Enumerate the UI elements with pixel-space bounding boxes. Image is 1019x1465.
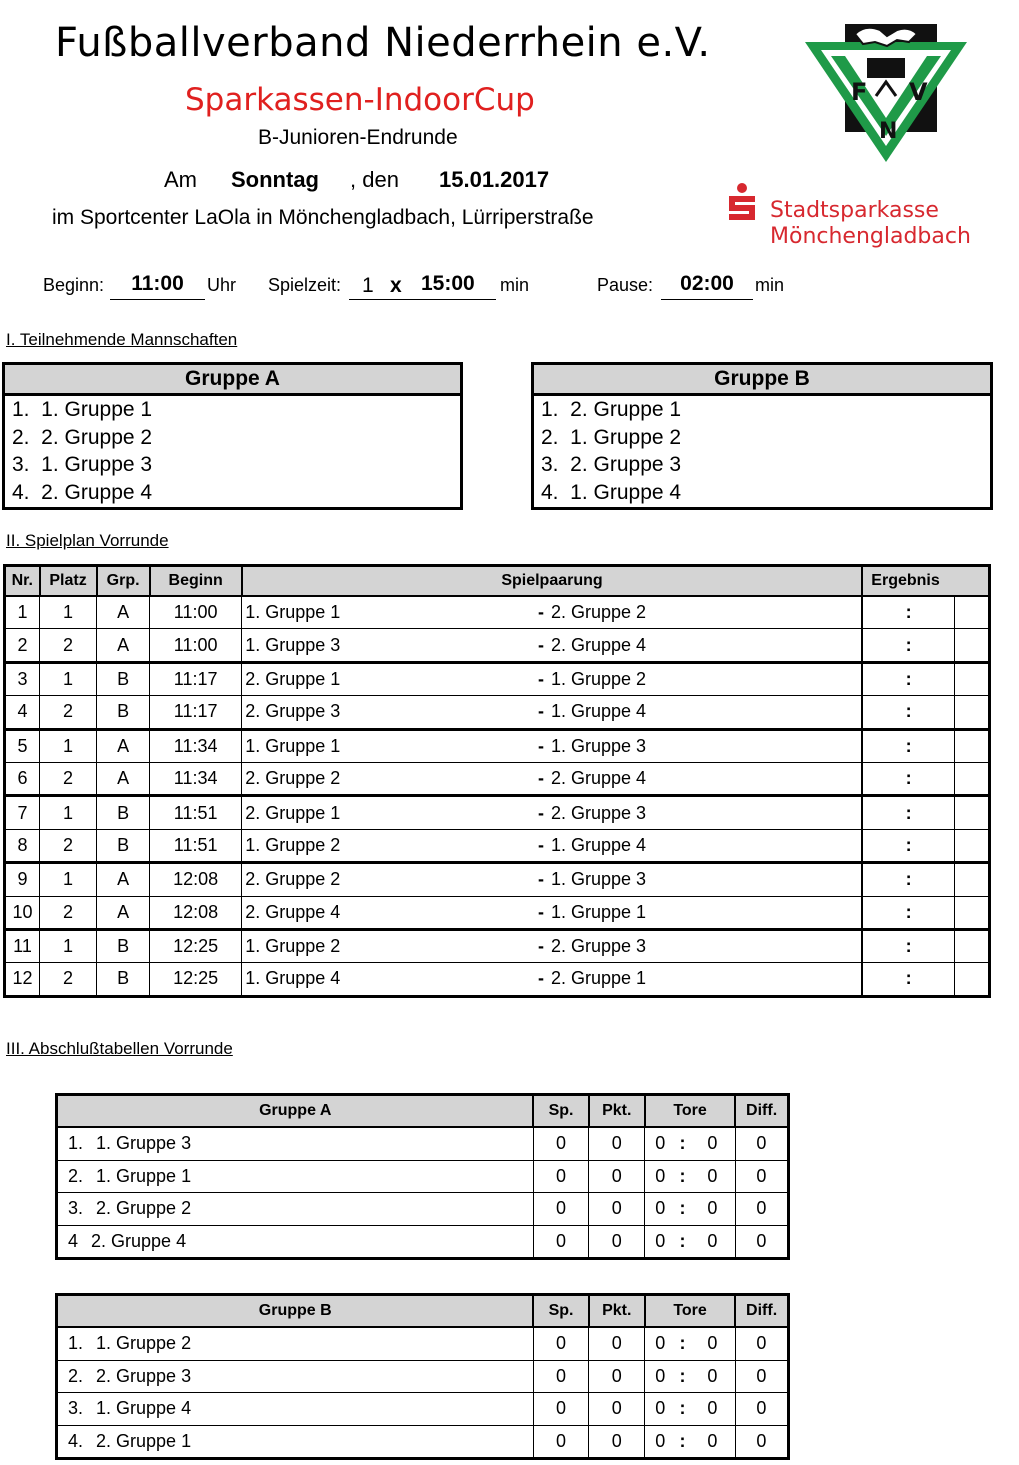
match-platz: 2 [40,696,97,729]
match-dash: - [534,796,548,829]
match-grp: B [97,696,150,729]
standing-team-cell [57,1127,534,1160]
match-away: 1. Gruppe 4 [548,696,862,729]
beginn-value: 11:00 [110,272,205,300]
match-nr: 10 [5,896,40,929]
match-dash: - [534,629,548,662]
match-result: : [862,662,954,695]
match-away: 2. Gruppe 3 [548,929,862,962]
standing-team-cell [57,1425,534,1459]
final-a-row [57,1160,789,1193]
standing-pkt: 0 [589,1393,645,1426]
standing-diff: 0 [735,1160,788,1193]
final-b-row [57,1393,789,1426]
match-nr: 7 [5,796,40,829]
match-home: 2. Gruppe 1 [242,662,534,695]
match-platz: 1 [40,729,97,762]
team-group-b [531,362,993,510]
match-result: : [862,729,954,762]
match-result-extra [954,596,989,629]
match-home: 2. Gruppe 2 [242,762,534,795]
beginn-label: Beginn: [43,275,105,295]
standing-team: 2. Gruppe 1 [96,1430,192,1451]
match-result: : [862,929,954,962]
final-a-col-diff: Diff. [735,1095,788,1128]
standing-rank: 1. [68,1133,84,1154]
match-grp: B [97,829,150,862]
standing-tore-against: 0 [690,1393,735,1426]
match-beginn: 12:08 [150,896,242,929]
match-platz: 2 [40,629,97,662]
match-away: 1. Gruppe 3 [548,729,862,762]
standing-team-cell [57,1193,534,1226]
standing-diff: 0 [735,1193,788,1226]
standing-tore-colon: : [675,1225,690,1259]
standing-sp: 0 [533,1160,588,1193]
team-group-a-item: 2. 2. Gruppe 2 [12,425,153,449]
match-dash: - [534,963,548,996]
final-a-header-row [57,1095,789,1128]
match-dash: - [534,762,548,795]
match-home: 1. Gruppe 1 [242,596,534,629]
standing-diff: 0 [735,1127,788,1160]
schedule-row [5,662,990,695]
match-nr: 8 [5,829,40,862]
match-platz: 1 [40,929,97,962]
standing-pkt: 0 [589,1425,645,1459]
spielzeit-x: x [390,274,402,297]
match-result: : [862,596,954,629]
final-a-col-sp: Sp. [533,1095,588,1128]
standing-pkt: 0 [589,1225,645,1259]
col-ergebnis: Ergebnis [862,566,989,597]
match-grp: A [97,863,150,896]
team-group-a-item: 1. 1. Gruppe 1 [12,398,153,421]
match-beginn: 12:25 [150,963,242,996]
pause-label: Pause: [597,275,654,295]
date-value: 15.01.2017 [439,167,550,192]
match-result-extra [954,863,989,896]
schedule-row [5,696,990,729]
match-home: 2. Gruppe 1 [242,796,534,829]
match-result-extra [954,629,989,662]
team-group-a-item: 3. 1. Gruppe 3 [12,453,153,476]
match-nr: 4 [5,696,40,729]
match-grp: B [97,963,150,996]
team-group-b-title: Gruppe B [534,365,990,396]
standing-team: 1. Gruppe 3 [96,1133,192,1154]
match-dash: - [534,829,548,862]
standing-team-cell [57,1160,534,1193]
match-home: 2. Gruppe 4 [242,896,534,929]
match-dash: - [534,896,548,929]
final-a-row [57,1127,789,1160]
section-finals-title: III. Abschlußtabellen Vorrunde [6,1039,233,1058]
match-nr: 1 [5,596,40,629]
fvn-letter-n: N [879,119,898,144]
match-away: 2. Gruppe 1 [548,963,862,996]
page-title: Fußballverband Niederrhein e.V. [55,20,711,66]
standing-tore-against: 0 [690,1225,735,1259]
match-away: 2. Gruppe 3 [548,796,862,829]
match-platz: 1 [40,863,97,896]
match-dash: - [534,729,548,762]
standing-tore-for: 0 [645,1327,675,1360]
match-platz: 2 [40,963,97,996]
match-dash: - [534,696,548,729]
final-table-b [55,1293,790,1460]
schedule-row [5,629,990,662]
match-beginn: 12:25 [150,929,242,962]
match-beginn: 11:51 [150,829,242,862]
final-a-row [57,1193,789,1226]
match-nr: 5 [5,729,40,762]
match-away: 2. Gruppe 4 [548,762,862,795]
match-beginn: 11:17 [150,662,242,695]
final-b-row [57,1360,789,1393]
match-nr: 2 [5,629,40,662]
standing-pkt: 0 [589,1327,645,1360]
section-schedule-title: II. Spielplan Vorrunde [6,531,169,550]
team-group-b-item: 4. 1. Gruppe 4 [541,480,682,504]
standing-rank: 4. [68,1430,84,1451]
standing-pkt: 0 [589,1360,645,1393]
match-dash: - [534,662,548,695]
match-away: 1. Gruppe 1 [548,896,862,929]
section-teams-title: I. Teilnehmende Mannschaften [6,330,238,349]
schedule-row [5,863,990,896]
den-label: , den [350,167,399,192]
final-b-col-tore: Tore [645,1295,735,1328]
standing-diff: 0 [735,1425,788,1459]
standing-sp: 0 [533,1393,588,1426]
sponsor-name [770,198,971,250]
match-grp: A [97,596,150,629]
standing-diff: 0 [735,1225,788,1259]
match-home: 1. Gruppe 4 [242,963,534,996]
final-b-title: Gruppe B [57,1295,534,1328]
schedule-row [5,896,990,929]
match-beginn: 11:34 [150,762,242,795]
fvn-letter-v: V [909,78,928,106]
final-b-col-diff: Diff. [735,1295,788,1328]
match-away: 1. Gruppe 2 [548,662,862,695]
schedule-header-row [5,566,990,597]
standing-tore-colon: : [675,1193,690,1226]
round-title: B-Junioren-Endrunde [258,126,458,149]
schedule-row [5,829,990,862]
sparkasse-icon [725,182,759,222]
standing-sp: 0 [533,1327,588,1360]
am-label: Am [164,167,197,192]
match-result-extra [954,829,989,862]
match-result: : [862,796,954,829]
match-beginn: 11:00 [150,629,242,662]
match-result-extra [954,729,989,762]
match-away: 2. Gruppe 4 [548,629,862,662]
match-grp: B [97,662,150,695]
sponsor-line-2: Mönchengladbach [770,224,971,249]
final-b-row [57,1425,789,1459]
match-platz: 2 [40,762,97,795]
match-result: : [862,696,954,729]
standing-diff: 0 [735,1360,788,1393]
schedule-row [5,929,990,962]
match-grp: A [97,629,150,662]
match-away: 1. Gruppe 3 [548,863,862,896]
pause-value: 02:00 [661,272,753,300]
schedule-row [5,729,990,762]
schedule-row [5,963,990,996]
spielzeit-min-label: min [500,275,530,295]
day-value: Sonntag [231,167,319,192]
standing-pkt: 0 [589,1160,645,1193]
match-grp: A [97,762,150,795]
schedule-row [5,796,990,829]
match-platz: 2 [40,896,97,929]
standing-team-cell [57,1225,534,1259]
sponsor-line-1: Stadtsparkasse [770,198,939,223]
match-platz: 1 [40,796,97,829]
match-result: : [862,829,954,862]
final-a-title: Gruppe A [57,1095,534,1128]
standing-tore-for: 0 [645,1193,675,1226]
standing-team-cell [57,1393,534,1426]
standing-team: 1. Gruppe 1 [96,1165,192,1186]
standing-sp: 0 [533,1425,588,1459]
standing-diff: 0 [735,1393,788,1426]
schedule-table [3,564,991,998]
match-result: : [862,896,954,929]
standing-tore-against: 0 [690,1425,735,1459]
standing-rank: 4 [68,1230,79,1251]
match-grp: B [97,796,150,829]
col-platz: Platz [40,566,97,597]
match-home: 1. Gruppe 2 [242,829,534,862]
final-table-a [55,1093,790,1260]
standing-team: 1. Gruppe 4 [96,1398,192,1419]
standing-rank: 2. [68,1165,84,1186]
standing-rank: 1. [68,1333,84,1354]
match-away: 1. Gruppe 4 [548,829,862,862]
final-b-header-row [57,1295,789,1328]
match-home: 1. Gruppe 2 [242,929,534,962]
schedule-row [5,596,990,629]
match-grp: B [97,929,150,962]
standing-diff: 0 [735,1327,788,1360]
fvn-logo [805,22,967,164]
standing-tore-for: 0 [645,1225,675,1259]
standing-rank: 2. [68,1365,84,1386]
venue-text: im Sportcenter LaOla in Mönchengladbach, Lürriperstraße [52,206,594,229]
standing-team-cell [57,1327,534,1360]
standing-pkt: 0 [589,1193,645,1226]
match-beginn: 12:08 [150,863,242,896]
standing-sp: 0 [533,1193,588,1226]
final-b-col-pkt: Pkt. [589,1295,645,1328]
standing-team: 2. Gruppe 2 [96,1198,192,1219]
standing-tore-colon: : [675,1425,690,1459]
match-nr: 11 [5,929,40,962]
standing-tore-colon: : [675,1393,690,1426]
pause-min-label: min [755,275,785,295]
match-result-extra [954,696,989,729]
standing-tore-colon: : [675,1160,690,1193]
match-away: 2. Gruppe 2 [548,596,862,629]
standing-tore-for: 0 [645,1160,675,1193]
standing-tore-against: 0 [690,1127,735,1160]
spielzeit-label: Spielzeit: [268,275,342,295]
match-dash: - [534,929,548,962]
match-nr: 3 [5,662,40,695]
spielzeit-value: 15:00 [421,272,475,295]
match-result-extra [954,963,989,996]
match-home: 2. Gruppe 2 [242,863,534,896]
standing-team: 2. Gruppe 3 [96,1365,192,1386]
final-a-col-pkt: Pkt. [589,1095,645,1128]
match-home: 1. Gruppe 1 [242,729,534,762]
standing-tore-against: 0 [690,1360,735,1393]
standing-pkt: 0 [589,1127,645,1160]
match-result: : [862,629,954,662]
fvn-letter-f: F [851,78,868,106]
final-b-row [57,1327,789,1360]
standing-tore-colon: : [675,1127,690,1160]
schedule-row [5,762,990,795]
match-nr: 9 [5,863,40,896]
team-group-b-item: 1. 2. Gruppe 1 [541,398,682,421]
team-group-a [2,362,463,510]
standing-rank: 3. [68,1398,84,1419]
team-group-a-item: 4. 2. Gruppe 4 [12,480,153,504]
match-result-extra [954,796,989,829]
standing-tore-against: 0 [690,1193,735,1226]
match-result-extra [954,896,989,929]
team-group-b-item: 2. 1. Gruppe 2 [541,425,682,449]
match-beginn: 11:34 [150,729,242,762]
match-nr: 6 [5,762,40,795]
team-group-b-item: 3. 2. Gruppe 3 [541,453,682,476]
match-grp: A [97,729,150,762]
match-result: : [862,762,954,795]
match-grp: A [97,896,150,929]
cup-title: Sparkassen-IndoorCup [185,82,535,118]
standing-tore-for: 0 [645,1393,675,1426]
final-b-col-sp: Sp. [533,1295,588,1328]
standing-sp: 0 [533,1127,588,1160]
final-a-row [57,1225,789,1259]
standing-tore-for: 0 [645,1425,675,1459]
standing-tore-colon: : [675,1327,690,1360]
standing-tore-for: 0 [645,1360,675,1393]
match-beginn: 11:00 [150,596,242,629]
standing-rank: 3. [68,1198,84,1219]
match-nr: 12 [5,963,40,996]
match-home: 2. Gruppe 3 [242,696,534,729]
standing-sp: 0 [533,1360,588,1393]
final-a-col-tore: Tore [645,1095,735,1128]
standing-team-cell [57,1360,534,1393]
standing-team: 2. Gruppe 4 [91,1230,187,1251]
col-nr: Nr. [5,566,40,597]
standing-tore-against: 0 [690,1160,735,1193]
match-home: 1. Gruppe 3 [242,629,534,662]
uhr-label: Uhr [207,275,237,295]
standing-tore-for: 0 [645,1127,675,1160]
match-result: : [862,963,954,996]
match-result-extra [954,662,989,695]
standing-tore-against: 0 [690,1327,735,1360]
standing-sp: 0 [533,1225,588,1259]
match-dash: - [534,596,548,629]
spielzeit-count: 1 [362,274,374,297]
standing-team: 1. Gruppe 2 [96,1333,192,1354]
col-grp: Grp. [97,566,150,597]
col-spielpaarung: Spielpaarung [242,566,863,597]
match-platz: 1 [40,596,97,629]
col-beginn: Beginn [150,566,242,597]
match-platz: 1 [40,662,97,695]
match-result-extra [954,929,989,962]
match-dash: - [534,863,548,896]
match-beginn: 11:51 [150,796,242,829]
match-platz: 2 [40,829,97,862]
match-result-extra [954,762,989,795]
match-beginn: 11:17 [150,696,242,729]
match-result: : [862,863,954,896]
team-group-a-title: Gruppe A [5,365,460,396]
standing-tore-colon: : [675,1360,690,1393]
